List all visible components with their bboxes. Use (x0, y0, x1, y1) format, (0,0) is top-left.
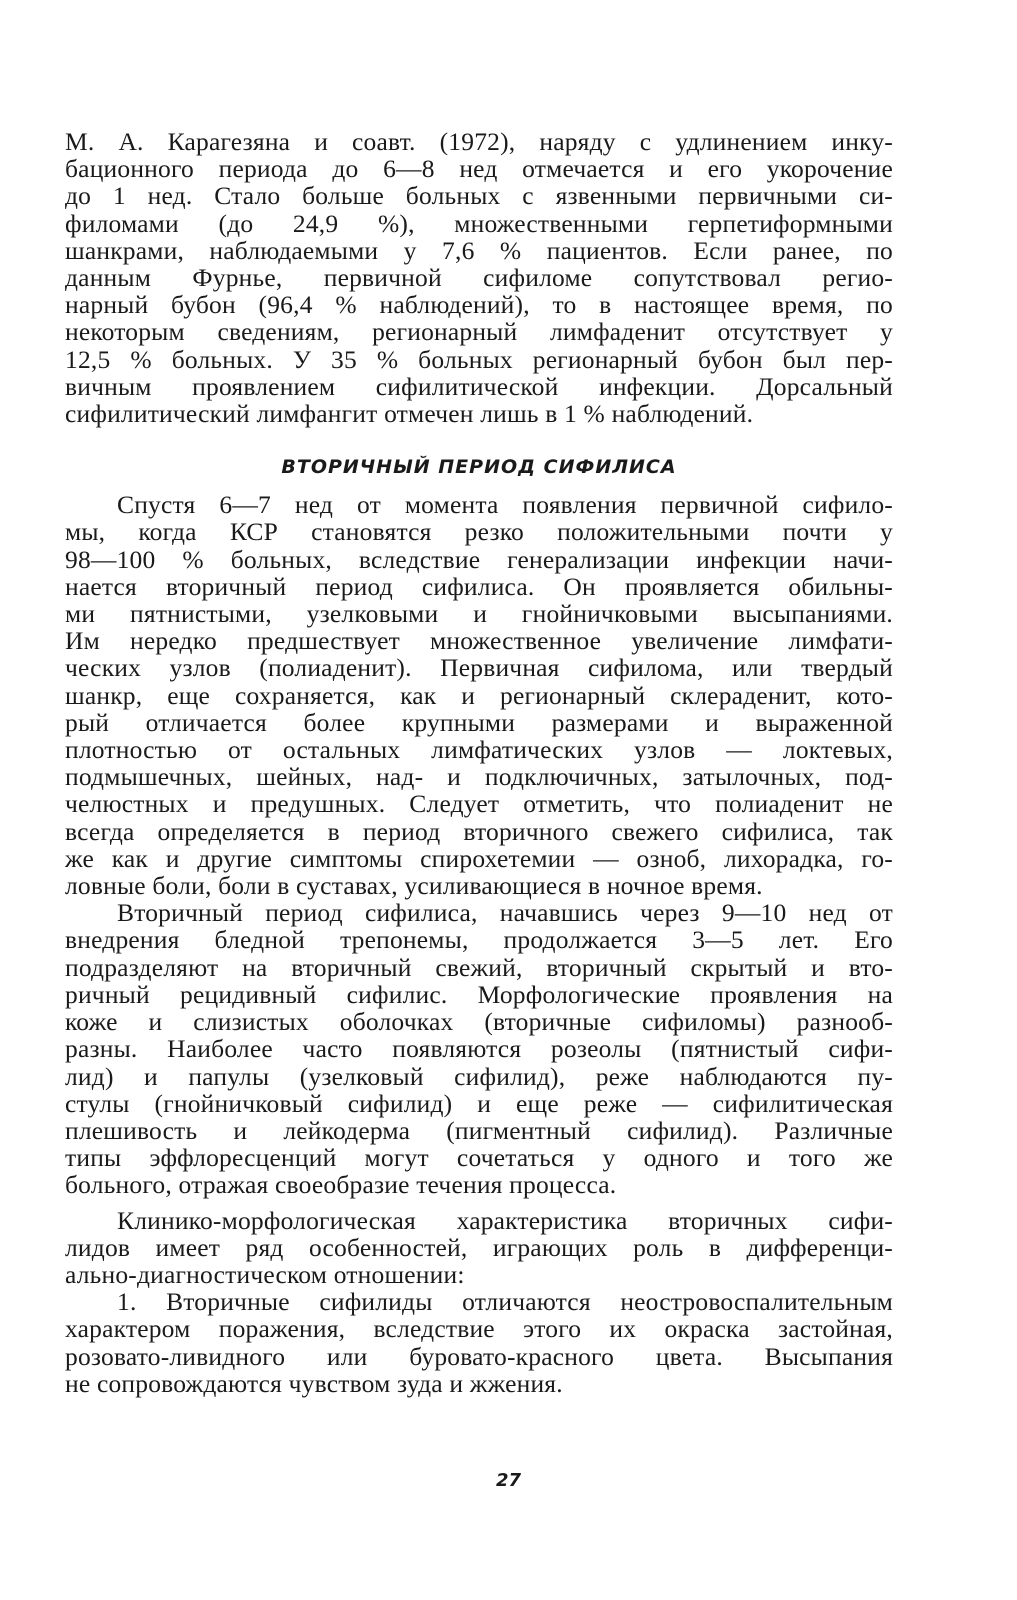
section-heading: ВТОРИЧНЫЙ ПЕРИОД СИФИЛИСА (281, 456, 677, 479)
text-line: Клинико-морфологическая характеристика вторичных сифи- (117, 1205, 893, 1235)
text-line: характером поражения, вследствие этого их окраска застойная, (65, 1314, 893, 1344)
text-line: розовато-ливидного или буровато-красного цвета. Высыпания (65, 1341, 893, 1371)
text-line: челюстных и предушных. Следует отметить, что полиаденит не (65, 789, 893, 819)
text-line: Спустя 6—7 нед от момента появления первичной сифило- (117, 490, 893, 520)
text-line: ричный рецидивный сифилис. Морфологические проявления на (65, 979, 893, 1009)
text-line: Вторичный период сифилиса, начавшись через 9—10 нед от (117, 898, 893, 928)
text-line: мы, когда КСР становятся резко положительными почти у (65, 517, 893, 547)
text-line: внедрения бледной трепонемы, продолжается 3—5 лет. Его (65, 925, 893, 955)
text-line: некоторым сведениям, регионарный лимфаденит отсутствует у (65, 317, 893, 347)
text-line: не сопровождаются чувством зуда и жжения. (65, 1368, 563, 1398)
text-line: плотностью от остальных лимфатических узлов — локтевых, (65, 735, 893, 765)
text-line: сифилитический лимфангит отмечен лишь в 1 % наблюдений. (65, 399, 754, 429)
text-line: рый отличается более крупными размерами и выраженной (65, 707, 893, 737)
text-line: ально-диагностическом отношении: (65, 1259, 465, 1289)
text-line: подмышечных, шейных, над- и подключичных, затылочных, под- (65, 762, 893, 792)
page-number: 27 (495, 1470, 522, 1491)
text-line: филомами (до 24,9 %), множественными герпетиформными (65, 208, 893, 238)
text-line: нарный бубон (96,4 % наблюдений), то в настоящее время, по (65, 290, 893, 320)
text-line: лид) и папулы (узелковый сифилид), реже наблюдаются пу- (65, 1061, 893, 1091)
text-line: коже и слизистых оболочках (вторичные сифиломы) разнооб- (65, 1007, 893, 1037)
text-line: до 1 нед. Стало больше больных с язвенными первичными си- (65, 181, 893, 211)
text-line: шанкр, еще сохраняется, как и регионарный склераденит, кото- (65, 680, 893, 710)
text-line: 1. Вторичные сифилиды отличаются неостровоспалительным (117, 1287, 893, 1317)
text-line: подразделяют на вторичный свежий, вторичный скрытый и вто- (65, 952, 893, 982)
text-line: вичным проявлением сифилитической инфекции. Дорсальный (65, 371, 893, 401)
text-line: М. А. Карагезяна и соавт. (1972), наряду с удлинением инку- (65, 127, 893, 156)
text-line: стулы (гнойничковый сифилид) и еще реже — сифилитическая (65, 1088, 893, 1118)
text-line: ми пятнистыми, узелковыми и гнойничковыми высыпаниями. (65, 599, 893, 629)
paragraph (65, 899, 893, 1198)
text-line: 98—100 % больных, вследствие генерализации инфекции начи- (65, 544, 893, 574)
text-block-secondary-period (65, 491, 893, 1397)
text-line: шанкрами, наблюдаемыми у 7,6 % пациентов. Если ранее, по (65, 235, 893, 265)
text-line: данным Фурнье, первичной сифиломе сопутствовал регио- (65, 263, 893, 293)
paragraph (65, 1207, 893, 1289)
text-line: Им нередко предшествует множественное увеличение лимфати- (65, 626, 893, 656)
paragraph (65, 128, 893, 427)
text-line: всегда определяется в период вторичного свежего сифилиса, так (65, 816, 893, 846)
text-line: ловные боли, боли в суставах, усиливающиеся в ночное время. (65, 871, 763, 901)
text-line: нается вторичный период сифилиса. Он проявляется обильны- (65, 571, 893, 601)
paragraph (65, 491, 893, 899)
text-line: ческих узлов (полиаденит). Первичная сифилома, или твердый (65, 653, 893, 683)
text-line: бационного периода до 6—8 нед отмечается и его укорочение (65, 154, 893, 184)
text-line: же как и другие симптомы спирохетемии — озноб, лихорадка, го- (65, 843, 893, 873)
text-line: 12,5 % больных. У 35 % больных регионарный бубон был пер- (65, 344, 893, 374)
book-page (65, 128, 893, 1397)
paragraph (65, 1288, 893, 1397)
text-line: типы эффлоресценций могут сочетаться у одного и того же (65, 1143, 893, 1173)
text-block-primary-period (65, 128, 893, 427)
text-line: больного, отражая своеобразие течения процесса. (65, 1170, 617, 1200)
text-line: разны. Наиболее часто появляются розеолы (пятнистый сифи- (65, 1034, 893, 1064)
text-line: плешивость и лейкодерма (пигментный сифилид). Различные (65, 1115, 893, 1145)
text-line: лидов имеет ряд особенностей, играющих роль в дифференци- (65, 1232, 893, 1262)
